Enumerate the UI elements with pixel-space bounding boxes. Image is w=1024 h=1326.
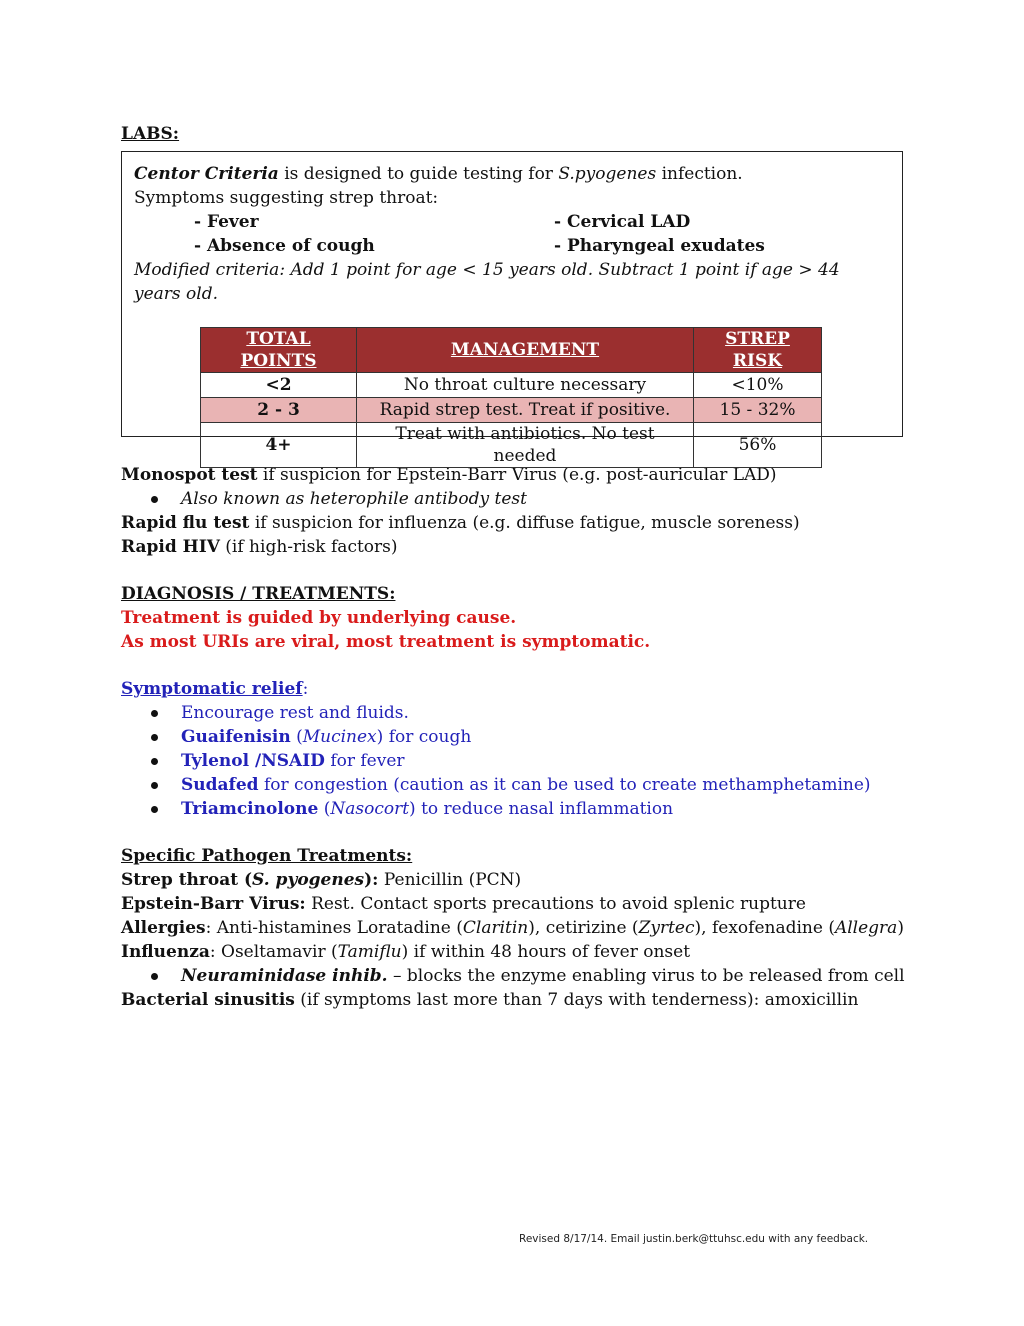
symptom-absence-of-cough: - Absence of cough — [194, 236, 375, 256]
monospot-label: Monospot test — [121, 465, 258, 485]
ebv-text: Rest. Contact sports precautions to avoid splenic rupture — [305, 894, 806, 914]
footer-note: Revised 8/17/14. Email justin.berk@ttuhsc.edu with any feedback. — [519, 1233, 869, 1245]
item-text: ) for cough — [376, 727, 472, 747]
list-item — [121, 964, 911, 988]
symptomatic-heading-text: Symptomatic relief — [121, 679, 303, 699]
table-cell: 4+ — [201, 423, 357, 468]
rapid-hiv-text: (if high-risk factors) — [219, 537, 398, 557]
centor-criteria-box — [121, 151, 903, 466]
bullet-icon — [151, 973, 158, 980]
symptom-row — [134, 210, 890, 234]
sinusitis-label: Bacterial sinusitis — [121, 990, 295, 1010]
brand-name: Zyrtec — [638, 918, 695, 938]
allergies-text: ), fexofenadine ( — [694, 918, 835, 938]
diagnosis-heading: DIAGNOSIS / TREATMENTS: — [121, 584, 396, 604]
list-item — [121, 701, 911, 725]
item-text: for fever — [324, 751, 405, 771]
symptomatic-list — [121, 701, 911, 821]
sinusitis-line — [121, 988, 911, 1012]
diagnosis-note-1: Treatment is guided by underlying cause. — [121, 608, 517, 628]
centor-term: Centor Criteria — [134, 164, 279, 184]
rapid-flu-line — [121, 511, 911, 535]
brand-name: Claritin — [462, 918, 529, 938]
drug-name: Triamcinolone — [181, 799, 319, 819]
allergies-text: ) — [897, 918, 904, 938]
document-page — [121, 122, 911, 1012]
column-header-management: MANAGEMENT — [357, 328, 694, 373]
ebv-label: Epstein-Barr Virus: — [121, 894, 306, 914]
centor-table — [200, 327, 822, 468]
bullet-icon — [151, 758, 158, 765]
table-cell: No throat culture necessary — [357, 373, 694, 398]
table-row — [201, 373, 822, 398]
symptomatic-heading — [121, 677, 911, 701]
influenza-text: ) if within 48 hours of fever onset — [401, 942, 691, 962]
neuraminidase-label: Neuraminidase inhib. — [181, 966, 388, 986]
brand-name: Nasocort — [330, 799, 410, 819]
bullet-icon — [151, 806, 158, 813]
specific-heading: Specific Pathogen Treatments: — [121, 846, 413, 866]
centor-intro-text-end: infection. — [656, 164, 743, 184]
neuraminidase-text: – blocks the enzyme enabling virus to be released from cell — [387, 966, 905, 986]
table-header-row — [201, 328, 822, 373]
list-item — [121, 725, 911, 749]
list-item — [121, 487, 911, 511]
brand-name: Mucinex — [302, 727, 377, 747]
rapid-hiv-line — [121, 535, 911, 559]
allergies-line — [121, 916, 911, 940]
item-text: ( — [318, 799, 331, 819]
list-item — [121, 773, 911, 797]
monospot-note: Also known as heterophile antibody test — [181, 489, 527, 509]
bullet-icon — [151, 710, 158, 717]
allergies-text: : Anti-histamines Loratadine ( — [205, 918, 463, 938]
symptom-cervical-lad: - Cervical LAD — [554, 212, 691, 232]
table-cell: Rapid strep test. Treat if positive. — [357, 398, 694, 423]
strep-label: Strep throat ( — [121, 870, 253, 890]
centor-intro — [134, 162, 890, 186]
table-row — [201, 398, 822, 423]
strep-organism: S. pyogenes — [252, 870, 365, 890]
table-row — [201, 423, 822, 468]
strep-line — [121, 868, 911, 892]
table-cell: 56% — [694, 423, 822, 468]
monospot-bullets — [121, 487, 911, 511]
rapid-hiv-label: Rapid HIV — [121, 537, 220, 557]
list-item — [121, 749, 911, 773]
allergies-text: ), cetirizine ( — [528, 918, 639, 938]
symptom-pharyngeal-exudates: - Pharyngeal exudates — [554, 236, 765, 256]
table-cell: <2 — [201, 373, 357, 398]
symptoms-line: Symptoms suggesting strep throat: — [134, 188, 439, 208]
influenza-text: : Oseltamavir ( — [209, 942, 338, 962]
drug-name: Tylenol /NSAID — [181, 751, 325, 771]
symptom-fever: - Fever — [194, 212, 259, 232]
table-cell: Treat with antibiotics. No test needed — [357, 423, 694, 468]
ebv-line — [121, 892, 911, 916]
rapid-flu-label: Rapid flu test — [121, 513, 250, 533]
influenza-bullets — [121, 964, 911, 988]
allergies-label: Allergies — [121, 918, 206, 938]
brand-name: Allegra — [834, 918, 898, 938]
brand-name: Tamiflu — [337, 942, 402, 962]
rapid-flu-text: if suspicion for influenza (e.g. diffuse fatigue, muscle soreness) — [249, 513, 800, 533]
table-cell: <10% — [694, 373, 822, 398]
table-cell: 15 - 32% — [694, 398, 822, 423]
monospot-text: if suspicion for Epstein-Barr Virus (e.g. post-auricular LAD) — [257, 465, 777, 485]
labs-heading: LABS: — [121, 124, 180, 144]
sinusitis-text: (if symptoms last more than 7 days with tenderness): amoxicillin — [294, 990, 859, 1010]
influenza-line — [121, 940, 911, 964]
drug-name: Sudafed — [181, 775, 259, 795]
column-header-total-points: TOTAL POINTS — [201, 328, 357, 373]
item-text: for congestion (caution as it can be used to create methamphetamine) — [258, 775, 871, 795]
symptomatic-colon: : — [302, 679, 309, 699]
list-item — [121, 797, 911, 821]
drug-name: Guaifenisin — [181, 727, 291, 747]
item-text: Encourage rest and fluids. — [181, 703, 409, 723]
strep-label-end: ): — [364, 870, 379, 890]
influenza-label: Influenza — [121, 942, 210, 962]
organism-name: S.pyogenes — [558, 164, 657, 184]
item-text: ) to reduce nasal inflammation — [409, 799, 674, 819]
strep-text: Penicillin (PCN) — [378, 870, 522, 890]
modified-criteria: Modified criteria: Add 1 point for age < 15 years old. Subtract 1 point if age > 44 years old. — [134, 260, 840, 304]
diagnosis-note-2: As most URIs are viral, most treatment is symptomatic. — [121, 632, 651, 652]
bullet-icon — [151, 782, 158, 789]
column-header-strep-risk: STREP RISK — [694, 328, 822, 373]
centor-intro-text: is designed to guide testing for — [278, 164, 559, 184]
table-cell: 2 - 3 — [201, 398, 357, 423]
bullet-icon — [151, 734, 158, 741]
bullet-icon — [151, 496, 158, 503]
item-text: ( — [290, 727, 303, 747]
symptom-row — [134, 234, 890, 258]
